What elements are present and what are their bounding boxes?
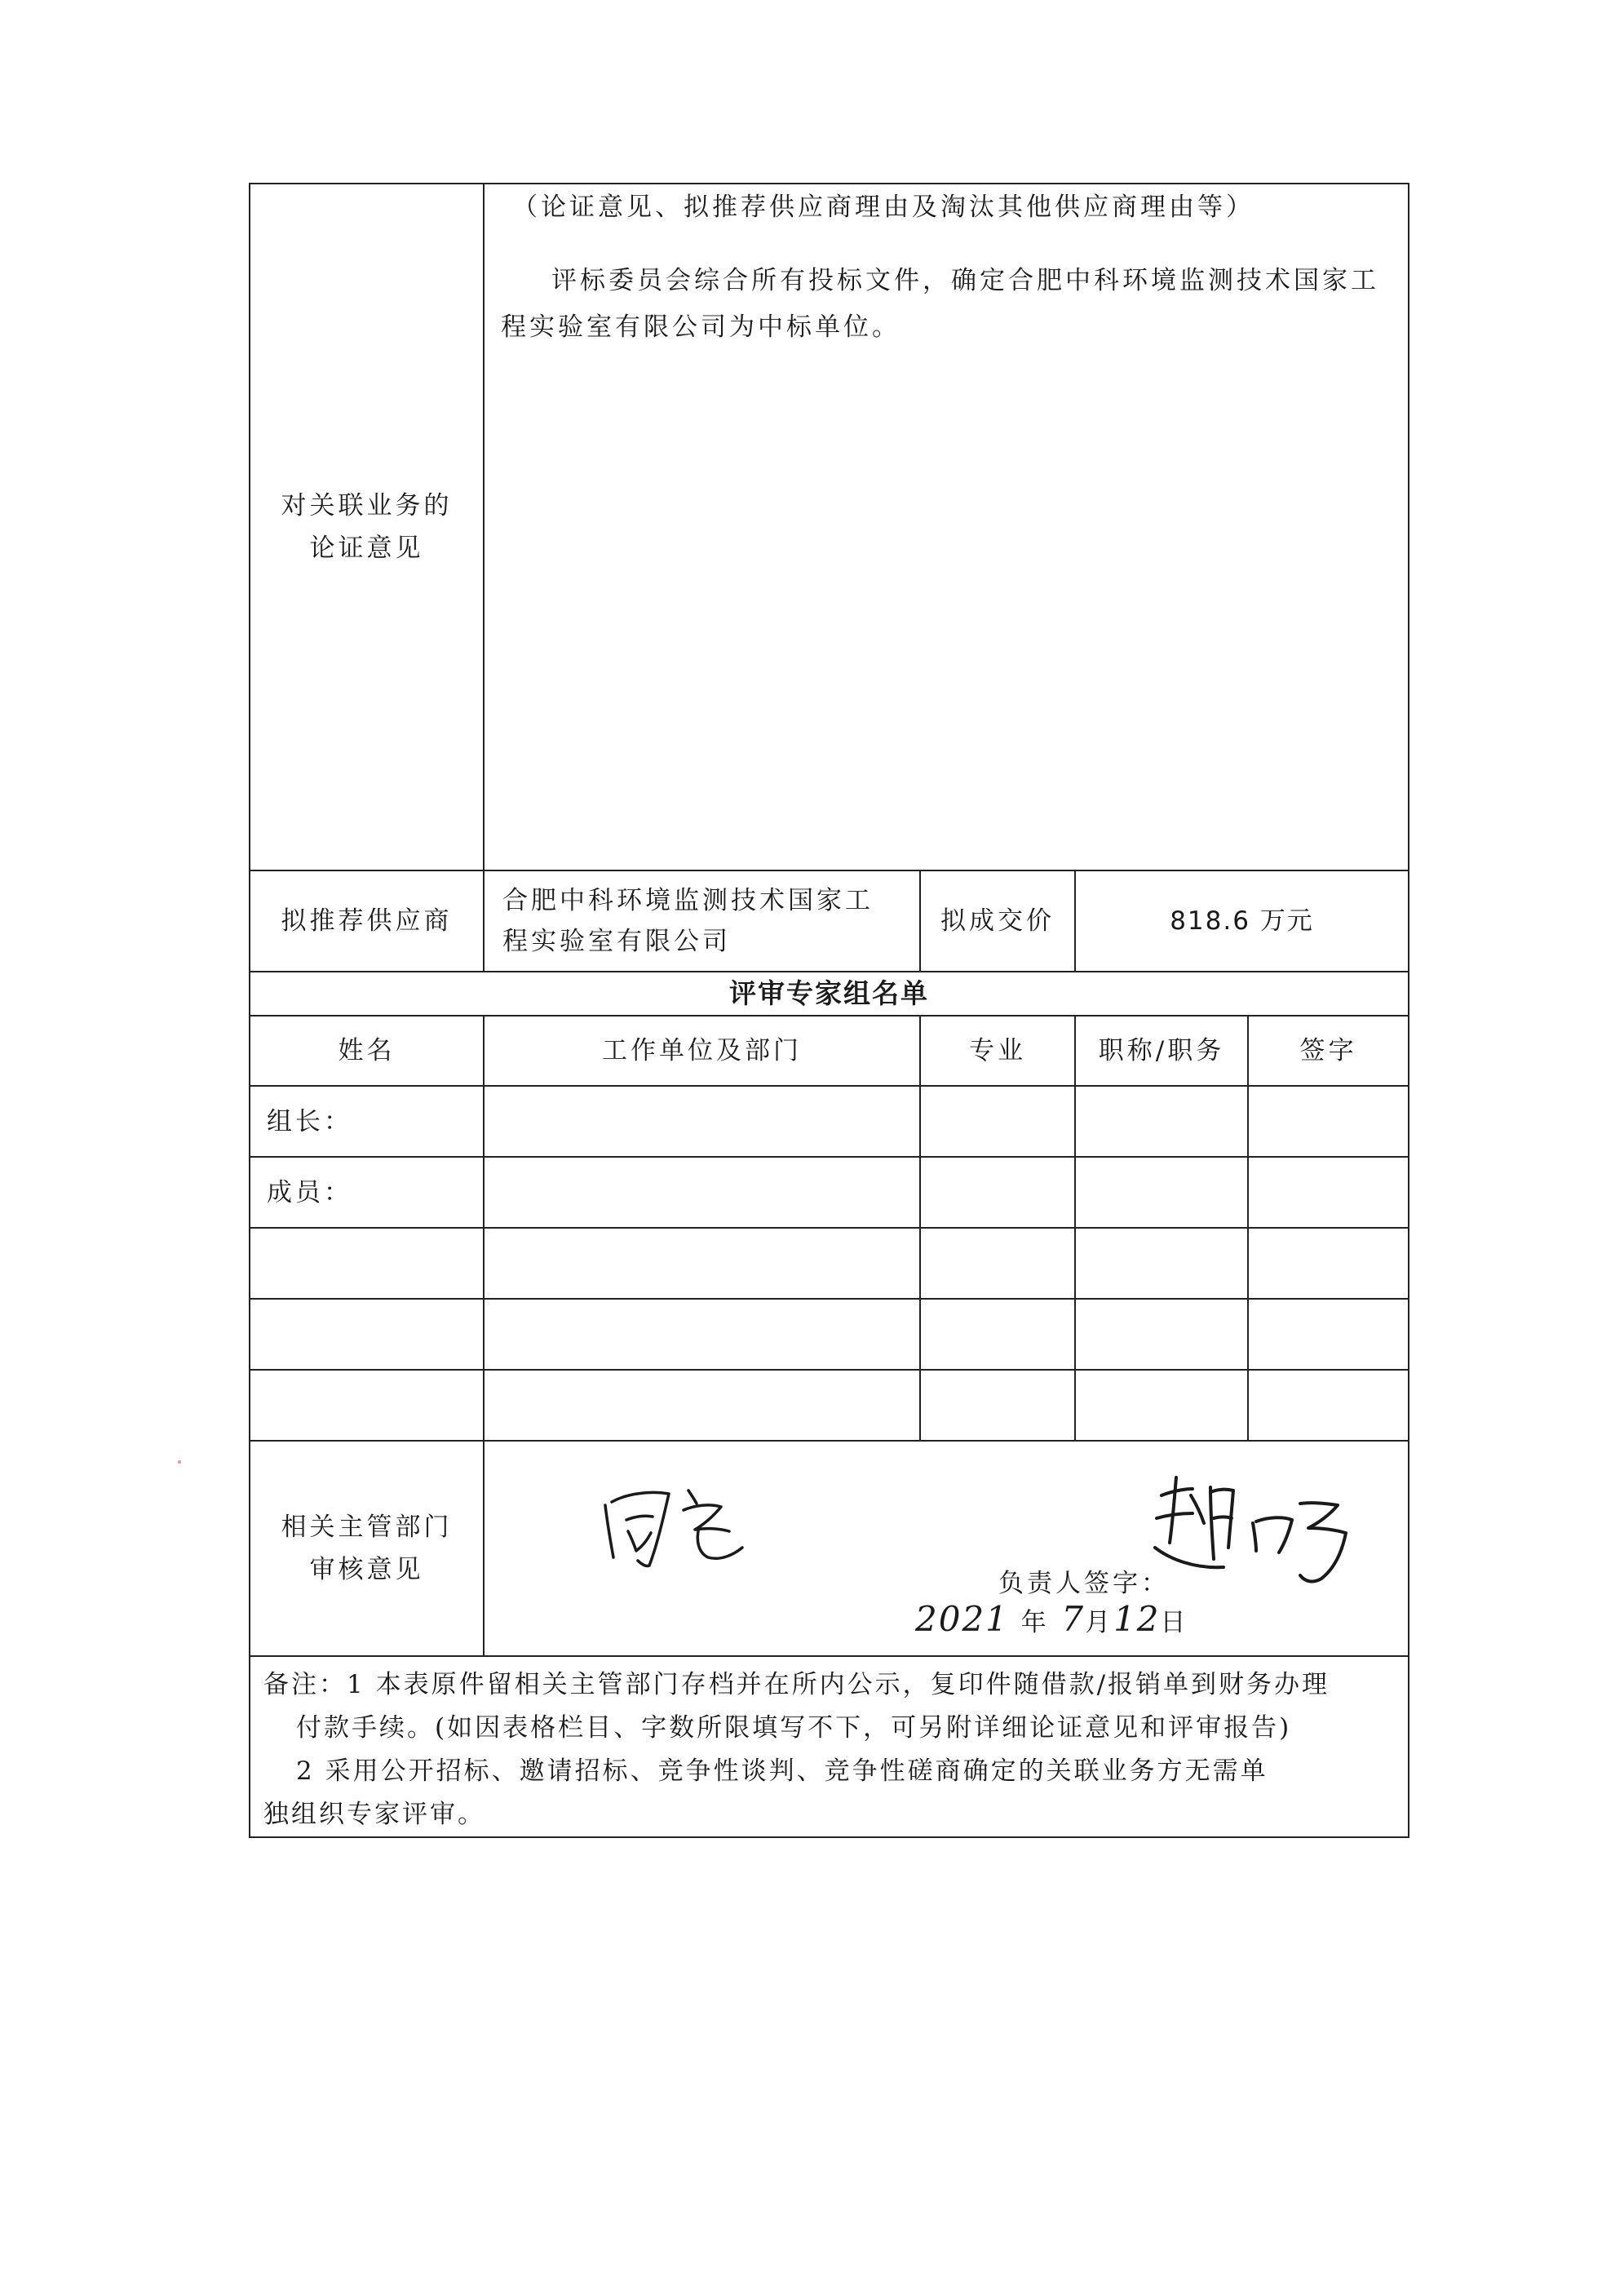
opinion-hint: （论证意见、拟推荐供应商理由及淘汰其他供应商理由等） xyxy=(512,193,1255,222)
table-row xyxy=(250,1157,1409,1228)
supplier-name: 合肥中科环境监测技术国家工程实验室有限公司 xyxy=(484,870,920,972)
table-cell xyxy=(920,1157,1075,1228)
table-cell xyxy=(250,1228,484,1299)
note-line-1: 备注：1 本表原件留相关主管部门存档并在所内公示，复印件随借款/报销单到财务办理 xyxy=(263,1670,1330,1699)
table-cell xyxy=(1248,1086,1409,1157)
column-header-specialty: 专业 xyxy=(920,1016,1075,1086)
approval-label xyxy=(250,1441,484,1656)
table-cell xyxy=(484,1086,920,1157)
price-value: 818.6 万元 xyxy=(1075,870,1409,972)
opinion-label-line1: 对关联业务的 xyxy=(281,491,453,520)
date-year: 2021 xyxy=(915,1599,1009,1639)
row-label-leader: 组长： xyxy=(250,1086,484,1157)
opinion-row xyxy=(250,184,1409,870)
responsible-person-label: 负责人签字： xyxy=(998,1569,1170,1598)
date-day: 12 xyxy=(1113,1599,1161,1639)
table-cell xyxy=(1075,1157,1248,1228)
date-month-unit: 月 xyxy=(1085,1608,1114,1637)
table-cell xyxy=(920,1299,1075,1370)
opinion-body: 评标委员会综合所有投标文件，确定合肥中科环境监测技术国家工程实验室有限公司为中标单位。 xyxy=(501,266,1379,342)
table-cell xyxy=(250,1370,484,1441)
table-cell xyxy=(1075,1370,1248,1441)
handwritten-approval-tongyi xyxy=(599,1482,754,1585)
table-cell xyxy=(1075,1299,1248,1370)
table-row xyxy=(250,1370,1409,1441)
approval-row xyxy=(250,1441,1409,1656)
approval-label-line2: 审核意见 xyxy=(309,1555,424,1584)
table-row xyxy=(250,1228,1409,1299)
notes-row xyxy=(250,1656,1409,1837)
note-line-4: 独组织专家评审。 xyxy=(263,1800,485,1829)
table-cell xyxy=(484,1228,920,1299)
supplier-row xyxy=(250,870,1409,972)
table-cell xyxy=(484,1299,920,1370)
price-label: 拟成交价 xyxy=(920,870,1075,972)
expert-panel-title: 评审专家组名单 xyxy=(250,972,1409,1016)
table-cell xyxy=(1075,1086,1248,1157)
date-day-unit: 日 xyxy=(1160,1608,1189,1637)
table-cell xyxy=(920,1086,1075,1157)
note-line-2: 付款手续。(如因表格栏目、字数所限填写不下，可另附详细论证意见和评审报告) xyxy=(296,1713,1292,1743)
note-line-3: 2 采用公开招标、邀请招标、竞争性谈判、竞争性磋商确定的关联业务方无需单 xyxy=(296,1756,1268,1786)
notes xyxy=(250,1656,1409,1837)
scan-speck xyxy=(178,1460,181,1464)
row-label-member: 成员： xyxy=(250,1157,484,1228)
approval-date xyxy=(915,1598,1189,1644)
table-row xyxy=(250,1299,1409,1370)
column-header-signature: 签字 xyxy=(1248,1016,1409,1086)
opinion-content xyxy=(484,184,1409,870)
expert-panel-title-row xyxy=(250,972,1409,1016)
opinion-label xyxy=(250,184,484,870)
date-month: 7 xyxy=(1061,1599,1086,1639)
table-cell xyxy=(484,1157,920,1228)
table-cell xyxy=(1248,1370,1409,1441)
column-header-title-position: 职称/职务 xyxy=(1075,1016,1248,1086)
table-cell xyxy=(1248,1228,1409,1299)
handwritten-signature xyxy=(1145,1471,1374,1606)
supplier-label: 拟推荐供应商 xyxy=(250,870,484,972)
table-cell xyxy=(920,1228,1075,1299)
table-row xyxy=(250,1086,1409,1157)
expert-table-header xyxy=(250,1016,1409,1086)
table-cell xyxy=(1248,1157,1409,1228)
table-cell xyxy=(484,1370,920,1441)
approval-content xyxy=(484,1441,1409,1656)
date-year-unit: 年 xyxy=(1020,1608,1050,1637)
table-cell xyxy=(920,1370,1075,1441)
table-cell xyxy=(1075,1228,1248,1299)
table-cell xyxy=(1248,1299,1409,1370)
approval-label-line1: 相关主管部门 xyxy=(281,1513,453,1542)
column-header-work-unit: 工作单位及部门 xyxy=(484,1016,920,1086)
table-cell xyxy=(250,1299,484,1370)
opinion-label-line2: 论证意见 xyxy=(309,534,424,563)
related-business-approval-form xyxy=(249,183,1409,1838)
column-header-name: 姓名 xyxy=(250,1016,484,1086)
